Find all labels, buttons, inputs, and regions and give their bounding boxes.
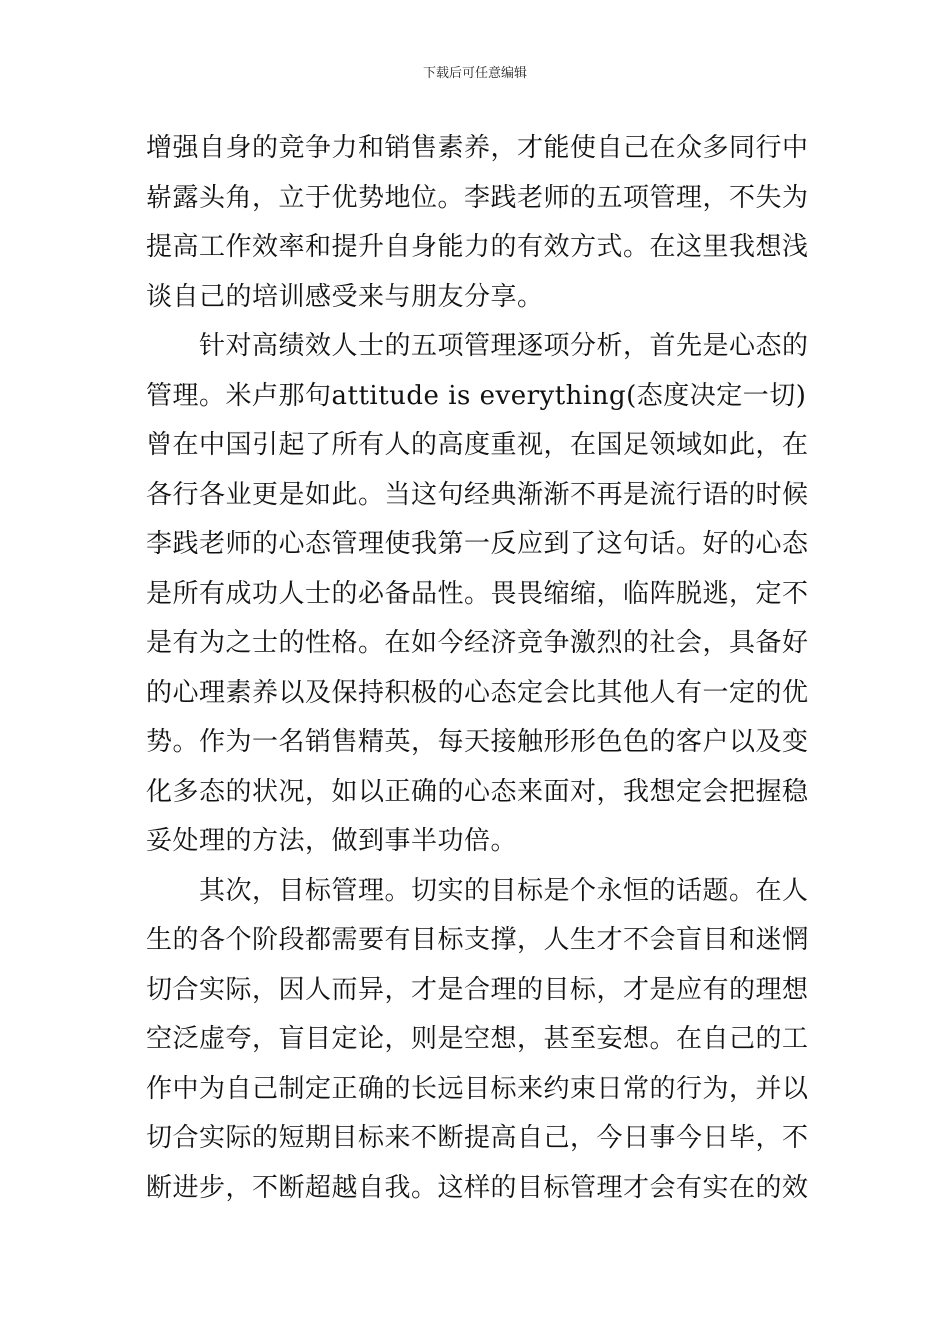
text-line: 生的各个阶段都需要有目标支撑，人生才不会盲目和迷惘 [146, 925, 809, 955]
text-line: 管理。米卢那句attitude is everything(态度决定一切) [146, 380, 807, 411]
text-line: 化多态的状况，如以正确的心态来面对，我想定会把握稳 [146, 776, 809, 807]
text-line: 作中为自己制定正确的长远目标来约束日常的行为，并以 [146, 1073, 809, 1104]
document-body [146, 124, 810, 1213]
text-line: 是有为之士的性格。在如今经济竞争激烈的社会，具备好 [146, 628, 809, 658]
paragraph-first-line: 针对高绩效人士的五项管理逐项分析，首先是心态的 [199, 331, 809, 361]
text-line: 切合实际的短期目标来不断提高自己，今日事今日毕，不 [146, 1123, 809, 1153]
text-line: 断进步，不断超越自我。这样的目标管理才会有实在的效 [146, 1172, 809, 1203]
text-line: 切合实际，因人而异，才是合理的目标，才是应有的理想 [146, 974, 809, 1005]
text-line: 李践老师的心态管理使我第一反应到了这句话。好的心态 [146, 529, 809, 559]
text-line: 提高工作效率和提升自身能力的有效方式。在这里我想浅 [146, 232, 809, 262]
text-line: 崭露头角，立于优势地位。李践老师的五项管理，不失为 [146, 182, 809, 213]
text-line: 的心理素养以及保持积极的心态定会比其他人有一定的优 [146, 677, 809, 708]
text-line: 是所有成功人士的必备品性。畏畏缩缩，临阵脱逃，定不 [146, 578, 809, 609]
page-header: 下载后可任意编辑 [422, 66, 527, 81]
text-line: 曾在中国引起了所有人的高度重视，在国足领域如此，在 [146, 430, 809, 460]
text-line: 空泛虚夸，盲目定论，则是空想，甚至妄想。在自己的工 [146, 1024, 809, 1054]
text-line: 妥处理的方法，做到事半功倍。 [146, 826, 518, 856]
text-line: 谈自己的培训感受来与朋友分享。 [146, 281, 544, 312]
text-line: 势。作为一名销售精英，每天接触形形色色的客户以及变 [146, 727, 809, 757]
text-line: 增强自身的竞争力和销售素养，才能使自己在众多同行中 [146, 133, 809, 163]
paragraph-first-line: 其次，目标管理。切实的目标是个永恒的话题。在人 [199, 875, 809, 906]
text-line: 各行各业更是如此。当这句经典渐渐不再是流行语的时候 [146, 479, 809, 510]
